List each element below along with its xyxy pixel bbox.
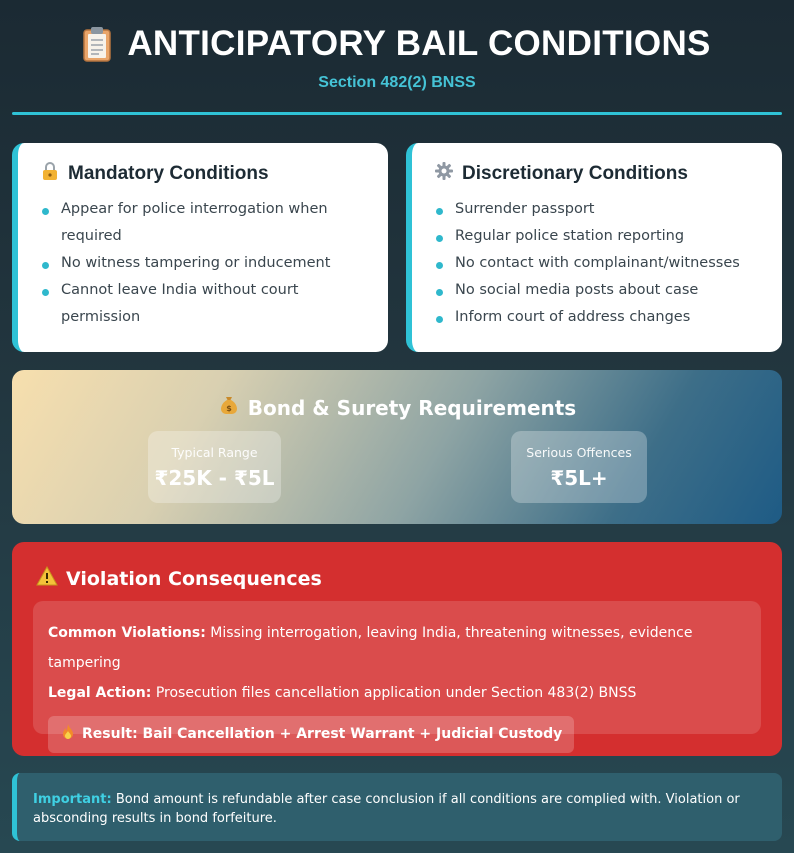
mandatory-list xyxy=(40,196,366,331)
list-item: Regular police station reporting xyxy=(434,223,760,250)
typical-range-value: ₹25K - ₹5L xyxy=(154,466,275,490)
important-label: Important: xyxy=(33,792,112,807)
list-item: No contact with complainant/witnesses xyxy=(434,250,760,277)
result-badge xyxy=(48,716,574,753)
bond-title-text: Bond & Surety Requirements xyxy=(247,395,577,420)
list-item: Cannot leave India without court permission xyxy=(40,277,366,331)
money-bag-icon xyxy=(218,394,240,421)
legal-action-text: Prosecution files cancellation application under Section 483(2) BNSS xyxy=(151,685,637,701)
page-subtitle: Section 482(2) BNSS xyxy=(318,74,476,91)
discretionary-list xyxy=(434,196,760,331)
list-item: Appear for police interrogation when required xyxy=(40,196,366,250)
important-text: Bond amount is refundable after case conclusion if all conditions are complied with. Violation or absconding results in bond forfeiture. xyxy=(33,792,740,826)
page-title: ANTICIPATORY BAIL CONDITIONS xyxy=(127,24,711,63)
common-violations-text: Missing interrogation, leaving India, threatening witnesses, evidence tampering xyxy=(48,625,693,671)
serious-offences-box xyxy=(511,431,647,503)
page-header xyxy=(0,0,794,116)
bond-section-title xyxy=(12,370,782,421)
list-item: No witness tampering or inducement xyxy=(40,250,366,277)
typical-range-box xyxy=(148,431,281,503)
violation-title xyxy=(36,566,322,591)
legal-action-label: Legal Action: xyxy=(48,685,152,701)
legal-action-row xyxy=(48,678,746,708)
warning-icon xyxy=(36,566,58,591)
list-item: No social media posts about case xyxy=(434,277,760,304)
bond-surety-section xyxy=(12,370,782,524)
discretionary-card-title xyxy=(434,161,760,186)
violation-details xyxy=(33,601,761,742)
header-divider xyxy=(12,112,782,115)
svg-text:$: $ xyxy=(225,404,232,413)
typical-range-label: Typical Range xyxy=(171,445,258,460)
violation-consequences-section xyxy=(12,542,782,756)
conditions-cards xyxy=(12,143,782,352)
clipboard-icon xyxy=(83,26,111,62)
serious-offences-label: Serious Offences xyxy=(526,445,632,460)
violation-title-text: Violation Consequences xyxy=(66,567,322,590)
list-item: Inform court of address changes xyxy=(434,304,760,331)
discretionary-conditions-card xyxy=(406,143,782,352)
mandatory-conditions-card xyxy=(12,143,388,352)
mandatory-title-text: Mandatory Conditions xyxy=(68,162,269,184)
list-item: Surrender passport xyxy=(434,196,760,223)
lock-icon xyxy=(40,161,60,186)
serious-offences-value: ₹5L+ xyxy=(550,466,608,490)
discretionary-title-text: Discretionary Conditions xyxy=(462,162,688,184)
page-title-row xyxy=(0,24,794,64)
mandatory-card-title xyxy=(40,161,366,186)
result-text: Result: Bail Cancellation + Arrest Warrant + Judicial Custody xyxy=(82,726,563,742)
important-note xyxy=(12,773,782,841)
common-violations-label: Common Violations: xyxy=(48,625,206,641)
gear-icon xyxy=(434,161,454,186)
fire-icon xyxy=(62,724,74,744)
common-violations-row xyxy=(48,618,746,678)
